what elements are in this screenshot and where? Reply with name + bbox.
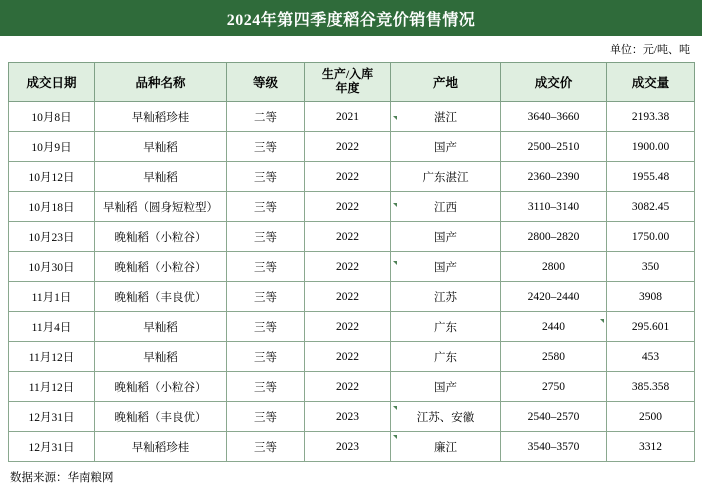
cell-quantity: 1900.00 <box>607 132 695 162</box>
cell-grade: 三等 <box>227 132 305 162</box>
table-row <box>9 102 695 132</box>
table-row <box>9 192 695 222</box>
cell-grade: 三等 <box>227 252 305 282</box>
cell-year: 2023 <box>305 402 391 432</box>
cell-variety: 早籼稻珍桂 <box>95 432 227 462</box>
table-header <box>9 63 695 102</box>
cell-variety: 早籼稻 <box>95 162 227 192</box>
column-header-grade: 等级 <box>227 63 305 102</box>
unit-note-row <box>0 36 702 62</box>
cell-year: 2021 <box>305 102 391 132</box>
cell-quantity: 3908 <box>607 282 695 312</box>
cell-origin: 江苏、安徽 <box>391 402 501 432</box>
cell-year: 2022 <box>305 372 391 402</box>
cell-quantity: 1955.48 <box>607 162 695 192</box>
table-row <box>9 372 695 402</box>
cell-origin: 江西 <box>391 192 501 222</box>
cell-quantity: 453 <box>607 342 695 372</box>
cell-price: 2360–2390 <box>501 162 607 192</box>
cell-date: 10月9日 <box>9 132 95 162</box>
column-header-year <box>305 63 391 102</box>
cell-origin: 广东湛江 <box>391 162 501 192</box>
cell-year: 2023 <box>305 432 391 462</box>
cell-date: 10月18日 <box>9 192 95 222</box>
cell-grade: 三等 <box>227 312 305 342</box>
cell-price: 2750 <box>501 372 607 402</box>
cell-variety: 晚籼稻（小粒谷） <box>95 372 227 402</box>
cell-variety: 早籼稻 <box>95 312 227 342</box>
cell-quantity: 2193.38 <box>607 102 695 132</box>
cell-year: 2022 <box>305 132 391 162</box>
cell-variety: 晚籼稻（丰良优） <box>95 402 227 432</box>
cell-price: 2440 <box>501 312 607 342</box>
source-note: 数据来源：华南粮网 <box>10 472 114 484</box>
cell-origin: 湛江 <box>391 102 501 132</box>
column-header-quantity: 成交量 <box>607 63 695 102</box>
column-header-year-line2: 年度 <box>335 81 360 95</box>
cell-grade: 三等 <box>227 222 305 252</box>
unit-note: 单位：元/吨、吨 <box>609 44 690 56</box>
table-body <box>9 102 695 462</box>
cell-quantity: 2500 <box>607 402 695 432</box>
cell-price: 2420–2440 <box>501 282 607 312</box>
cell-price: 2540–2570 <box>501 402 607 432</box>
cell-grade: 三等 <box>227 402 305 432</box>
table-row <box>9 312 695 342</box>
cell-date: 10月12日 <box>9 162 95 192</box>
table-row <box>9 282 695 312</box>
table-row <box>9 402 695 432</box>
cell-date: 11月4日 <box>9 312 95 342</box>
cell-year: 2022 <box>305 222 391 252</box>
cell-date: 10月30日 <box>9 252 95 282</box>
cell-date: 10月8日 <box>9 102 95 132</box>
cell-origin: 国产 <box>391 252 501 282</box>
column-header-year-line1: 生产/入库 <box>321 67 374 82</box>
cell-quantity: 3082.45 <box>607 192 695 222</box>
cell-grade: 二等 <box>227 102 305 132</box>
cell-origin: 广东 <box>391 342 501 372</box>
cell-grade: 三等 <box>227 282 305 312</box>
cell-price: 3110–3140 <box>501 192 607 222</box>
cell-quantity: 3312 <box>607 432 695 462</box>
cell-grade: 三等 <box>227 162 305 192</box>
cell-price: 3640–3660 <box>501 102 607 132</box>
cell-price: 2500–2510 <box>501 132 607 162</box>
document-title-bar <box>0 0 702 36</box>
cell-quantity: 385.358 <box>607 372 695 402</box>
cell-origin: 国产 <box>391 372 501 402</box>
cell-origin: 广东 <box>391 312 501 342</box>
cell-origin: 江苏 <box>391 282 501 312</box>
cell-variety: 晚籼稻（小粒谷） <box>95 252 227 282</box>
cell-origin: 廉江 <box>391 432 501 462</box>
cell-grade: 三等 <box>227 342 305 372</box>
cell-variety: 早籼稻 <box>95 132 227 162</box>
cell-variety: 早籼稻珍桂 <box>95 102 227 132</box>
cell-origin: 国产 <box>391 132 501 162</box>
cell-date: 11月1日 <box>9 282 95 312</box>
table-header-row <box>9 63 695 102</box>
cell-date: 11月12日 <box>9 372 95 402</box>
sales-table <box>8 62 695 462</box>
cell-year: 2022 <box>305 312 391 342</box>
column-header-date: 成交日期 <box>9 63 95 102</box>
column-header-variety: 品种名称 <box>95 63 227 102</box>
cell-variety: 早籼稻（圆身短粒型） <box>95 192 227 222</box>
table-row <box>9 252 695 282</box>
table-row <box>9 162 695 192</box>
cell-grade: 三等 <box>227 432 305 462</box>
cell-quantity: 295.601 <box>607 312 695 342</box>
cell-grade: 三等 <box>227 192 305 222</box>
cell-date: 12月31日 <box>9 432 95 462</box>
cell-grade: 三等 <box>227 372 305 402</box>
cell-quantity: 1750.00 <box>607 222 695 252</box>
cell-year: 2022 <box>305 162 391 192</box>
cell-variety: 晚籼稻（丰良优） <box>95 282 227 312</box>
cell-quantity: 350 <box>607 252 695 282</box>
column-header-price: 成交价 <box>501 63 607 102</box>
cell-year: 2022 <box>305 342 391 372</box>
cell-year: 2022 <box>305 282 391 312</box>
page-title: 2024年第四季度稻谷竞价销售情况 <box>226 11 476 29</box>
cell-date: 12月31日 <box>9 402 95 432</box>
table-row <box>9 432 695 462</box>
cell-price: 3540–3570 <box>501 432 607 462</box>
cell-variety: 早籼稻 <box>95 342 227 372</box>
column-header-origin: 产地 <box>391 63 501 102</box>
table-row <box>9 132 695 162</box>
table-row <box>9 222 695 252</box>
cell-price: 2800 <box>501 252 607 282</box>
cell-date: 11月12日 <box>9 342 95 372</box>
source-note-row <box>0 462 702 485</box>
cell-origin: 国产 <box>391 222 501 252</box>
cell-date: 10月23日 <box>9 222 95 252</box>
cell-year: 2022 <box>305 252 391 282</box>
cell-variety: 晚籼稻（小粒谷） <box>95 222 227 252</box>
cell-year: 2022 <box>305 192 391 222</box>
table-row <box>9 342 695 372</box>
cell-price: 2580 <box>501 342 607 372</box>
cell-price: 2800–2820 <box>501 222 607 252</box>
